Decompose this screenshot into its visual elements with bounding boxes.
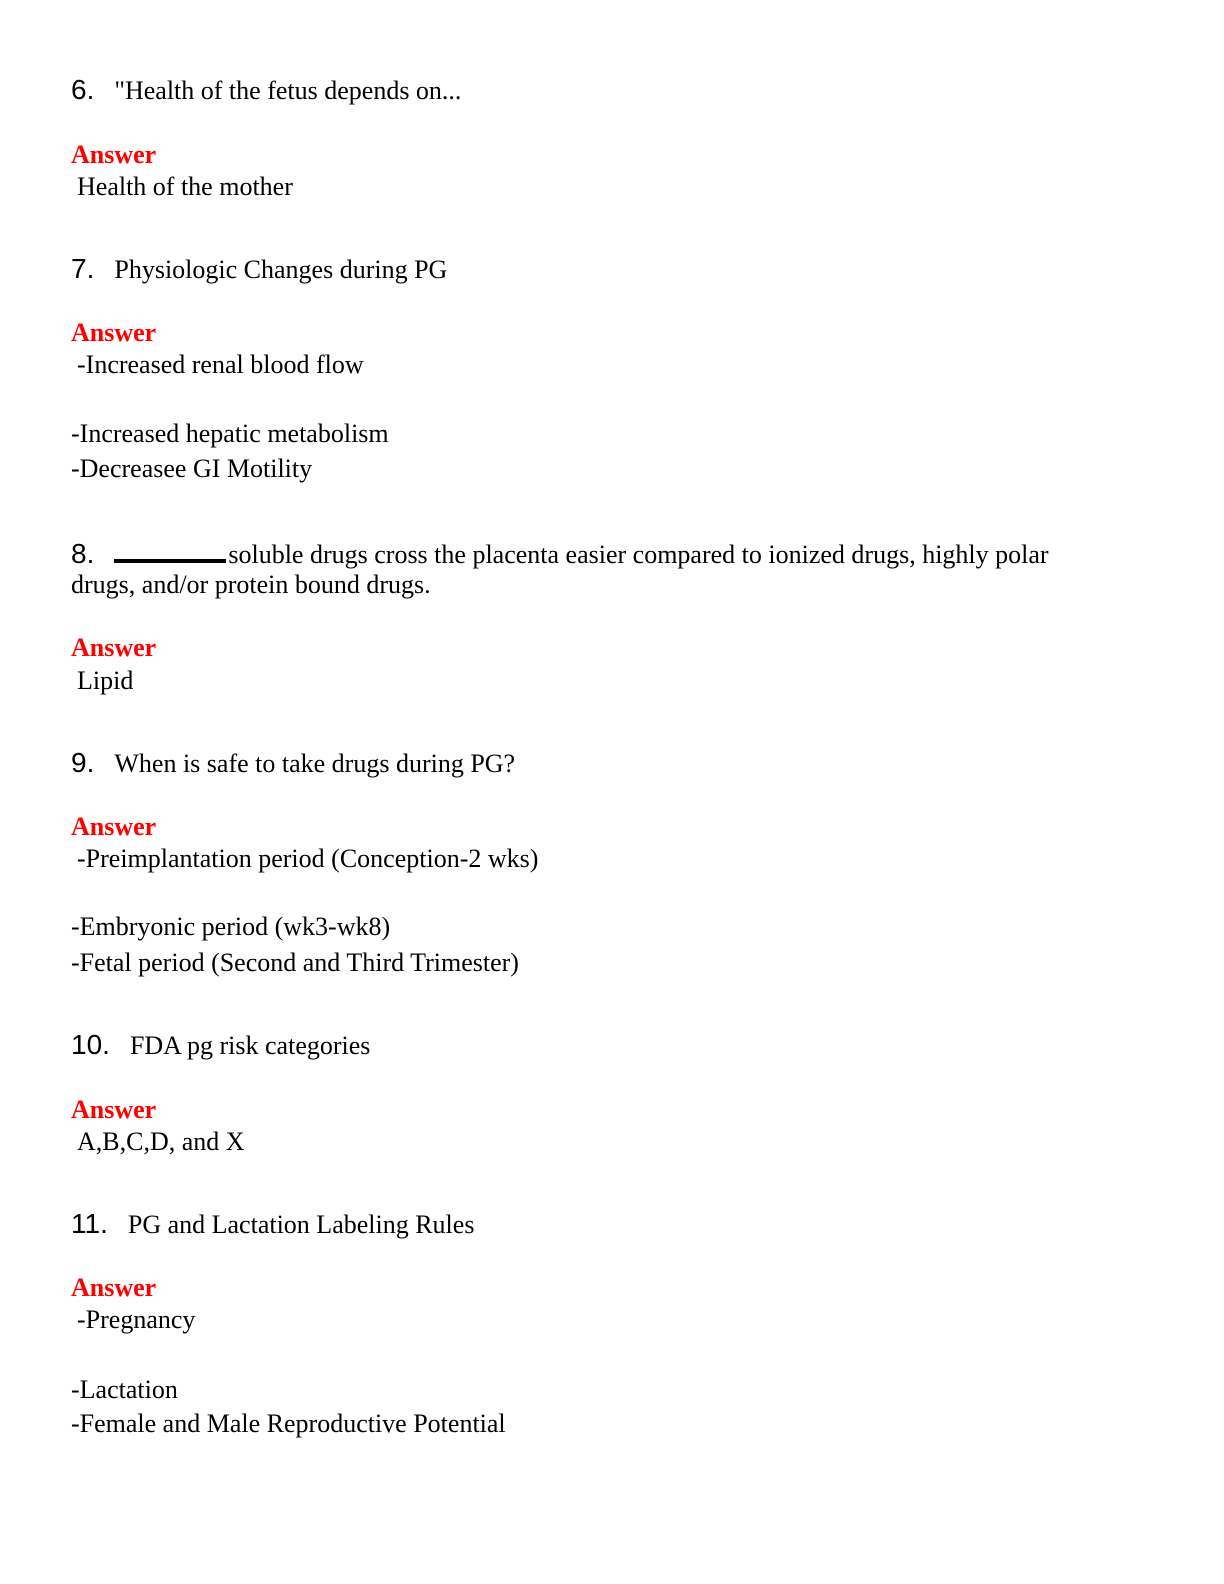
answer-text: -Decreasee GI Motility [71, 454, 313, 483]
question-text: 11. PG and Lactation Labeling Rules [71, 1208, 475, 1239]
answer-text: Lipid [77, 666, 134, 695]
answer-text: -Embryonic period (wk3-wk8) [71, 912, 391, 941]
answer-text: -Pregnancy [77, 1305, 196, 1334]
answer-text: -Lactation [71, 1375, 178, 1404]
question-text: 10. FDA pg risk categories [71, 1029, 371, 1060]
question-text: 7. Physiologic Changes during PG [71, 253, 448, 284]
question-text: 6. "Health of the fetus depends on... [71, 74, 462, 105]
answer-label: Answer [71, 1273, 157, 1302]
question-text: 8. soluble drugs cross the placenta easier compared to ionized drugs, highly polar [71, 538, 1049, 569]
answer-label: Answer [71, 633, 157, 662]
answer-text: Health of the mother [77, 172, 293, 201]
answer-text: -Preimplantation period (Conception-2 wks) [77, 844, 539, 873]
question-text-line2: drugs, and/or protein bound drugs. [71, 570, 431, 599]
answer-text: A,B,C,D, and X [77, 1127, 245, 1156]
answer-label: Answer [71, 1095, 157, 1124]
answer-text: -Female and Male Reproductive Potential [71, 1409, 506, 1438]
answer-label: Answer [71, 812, 157, 841]
answer-label: Answer [71, 140, 157, 169]
fill-in-blank [114, 537, 226, 563]
answer-text: -Fetal period (Second and Third Trimester) [71, 948, 519, 977]
answer-label: Answer [71, 318, 157, 347]
answer-text: -Increased renal blood flow [77, 350, 364, 379]
answer-text: -Increased hepatic metabolism [71, 419, 389, 448]
question-text: 9. When is safe to take drugs during PG? [71, 747, 516, 778]
